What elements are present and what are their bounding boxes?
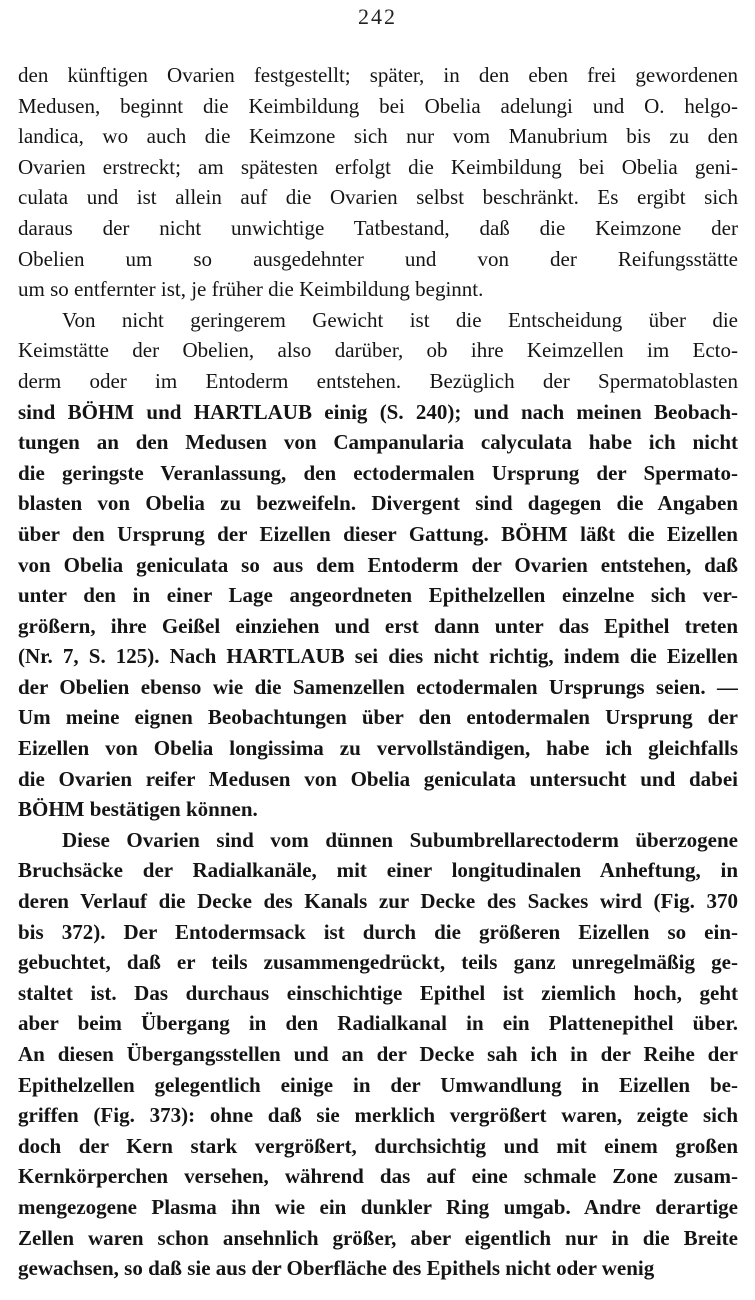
- text-line: Medusen, beginnt die Keimbildung bei Obelia adelungi und O. helgo-: [18, 93, 738, 118]
- text-line: Von nicht geringerem Gewicht ist die Entscheidung über die: [62, 307, 738, 332]
- text-line: Epithelzellen gelegentlich einige in der Umwandlung in Eizellen be-: [18, 1072, 738, 1097]
- text-line: aber beim Übergang in den Radialkanal in ein Plattenepithel über.: [18, 1011, 738, 1036]
- text-line: der Obelien ebenso wie die Samenzellen ectodermalen Ursprungs seien. —: [18, 674, 738, 699]
- text-line: sind BÖHM und HARTLAUB einig (S. 240); und nach meinen Beobach-: [18, 399, 738, 424]
- text-line: deren Verlauf die Decke des Kanals zur Decke des Sackes wird (Fig. 370: [18, 889, 738, 914]
- text-line: Zellen waren schon ansehnlich größer, aber eigentlich nur in die Breite: [18, 1225, 738, 1250]
- text-line: bis 372). Der Entodermsack ist durch die größeren Eizellen so ein-: [18, 919, 738, 944]
- text-line: Diese Ovarien sind vom dünnen Subumbrellarectoderm überzogene: [62, 827, 738, 852]
- text-line: Eizellen von Obelia longissima zu vervollständigen, habe ich gleichfalls: [18, 736, 738, 761]
- text-line: gewachsen, so daß sie aus der Oberfläche des Epithels nicht oder wenig: [18, 1256, 655, 1281]
- text-line: größern, ihre Geißel einziehen und erst dann unter das Epithel treten: [18, 613, 738, 638]
- paragraph: [18, 825, 738, 1284]
- text-line: Keimstätte der Obelien, also darüber, ob ihre Keimzellen im Ecto-: [18, 338, 738, 363]
- text-line: die geringste Veranlassung, den ectodermalen Ursprung der Spermato-: [18, 460, 738, 485]
- page-number: 242: [358, 4, 397, 29]
- text-line: BÖHM bestätigen können.: [18, 797, 258, 822]
- body-text: [18, 60, 738, 1284]
- text-line: daraus der nicht unwichtige Tatbestand, daß die Keimzone der: [18, 215, 738, 240]
- text-line: landica, wo auch die Keimzone sich nur vom Manubrium bis zu den: [18, 124, 738, 149]
- text-line: griffen (Fig. 373): ohne daß sie merklich vergrößert waren, zeigte sich: [18, 1103, 738, 1128]
- text-line: Kernkörperchen versehen, während das auf eine schmale Zone zusam-: [18, 1164, 738, 1189]
- text-line: den künftigen Ovarien festgestellt; später, in den eben frei gewordenen: [18, 63, 738, 87]
- text-line: An diesen Übergangsstellen und an der Decke sah ich in der Reihe der: [18, 1042, 738, 1066]
- text-line: mengezogene Plasma ihn wie ein dunkler Ring umgab. Andre derartige: [18, 1194, 738, 1219]
- text-line: Bruchsäcke der Radialkanäle, mit einer longitudinalen Anheftung, in: [18, 858, 738, 883]
- text-line: staltet ist. Das durchaus einschichtige Epithel ist ziemlich hoch, geht: [18, 980, 738, 1005]
- text-line: von Obelia geniculata so aus dem Entoderm der Ovarien entstehen, daß: [18, 552, 738, 577]
- text-line: culata und ist allein auf die Ovarien selbst beschränkt. Es ergibt sich: [18, 185, 738, 210]
- paragraph: [18, 60, 738, 305]
- text-line: gebuchtet, daß er teils zusammengedrückt, teils ganz unregelmäßig ge-: [18, 950, 738, 975]
- text-line: doch der Kern stark vergrößert, durchsichtig und mit einem großen: [18, 1133, 738, 1158]
- text-line: unter den in einer Lage angeordneten Epithelzellen einzelne sich ver-: [18, 583, 738, 608]
- text-line: tungen an den Medusen von Campanularia calyculata habe ich nicht: [18, 430, 738, 455]
- text-line: derm oder im Entoderm entstehen. Bezüglich der Spermatoblasten: [18, 368, 738, 393]
- text-line: die Ovarien reifer Medusen von Obelia geniculata untersucht und dabei: [18, 766, 738, 791]
- paragraph: [18, 305, 738, 825]
- text-line: (Nr. 7, S. 125). Nach HARTLAUB sei dies nicht richtig, indem die Eizellen: [18, 644, 738, 669]
- text-line: Um meine eignen Beobachtungen über den entodermalen Ursprung der: [18, 705, 738, 730]
- text-line: um so entfernter ist, je früher die Keimbildung beginnt.: [18, 277, 484, 302]
- text-line: Obelien um so ausgedehnter und von der Reifungsstätte: [18, 246, 738, 271]
- text-line: blasten von Obelia zu bezweifeln. Divergent sind dagegen die Angaben: [18, 491, 738, 516]
- text-line: über den Ursprung der Eizellen dieser Gattung. BÖHM läßt die Eizellen: [18, 521, 738, 546]
- text-line: Ovarien erstreckt; am spätesten erfolgt die Keimbildung bei Obelia geni-: [18, 154, 738, 179]
